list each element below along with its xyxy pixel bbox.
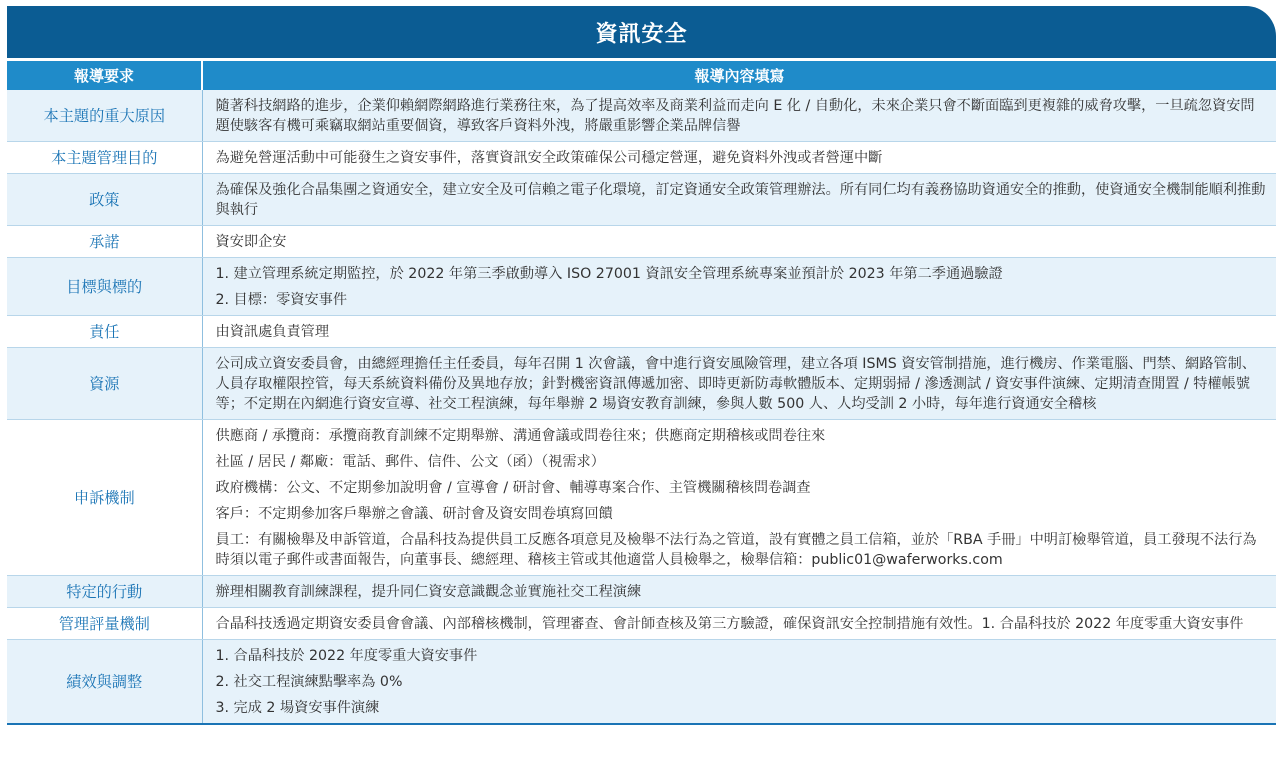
content-line: 1. 建立管理系統定期監控，於 2022 年第三季啟動導入 ISO 27001 資訊安全管理系統專案並預計於 2023 年第二季通過驗證 <box>215 266 1003 282</box>
row-content <box>202 90 1276 142</box>
table-row <box>7 316 1276 348</box>
content-line: 員工：有關檢舉及申訴管道，合晶科技為提供員工反應各項意見及檢舉不法行為之管道，設有實體之員工信箱，並於「RBA 手冊」中明訂檢舉管道，員工發現不法行為時須以電子郵件或書面報告，向董事長、總經理、稽核主管或其他適當人員檢舉之，檢舉信箱：public01@waferworks.com <box>215 532 1257 568</box>
content-line: 為確保及強化合晶集團之資通安全，建立安全及可信賴之電子化環境，訂定資通安全政策管理辦法。所有同仁均有義務協助資通安全的推動，使資通安全機制能順利推動與執行 <box>215 182 1266 218</box>
table-row <box>7 576 1276 608</box>
table-row <box>7 608 1276 640</box>
row-label: 政策 <box>7 174 202 226</box>
content-line: 供應商 / 承攬商：承攬商教育訓練不定期舉辦、溝通會議或問卷往來；供應商定期稽核或問卷往來 <box>215 428 826 444</box>
row-content <box>202 348 1276 420</box>
content-line: 2. 社交工程演練點擊率為 0% <box>215 674 403 690</box>
row-label: 目標與標的 <box>7 258 202 316</box>
row-label: 特定的行動 <box>7 576 202 608</box>
table-row <box>7 174 1276 226</box>
content-line: 客戶：不定期參加客戶舉辦之會議、研討會及資安問卷填寫回饋 <box>215 506 613 522</box>
content-line: 合晶科技透過定期資安委員會會議、內部稽核機制，管理審查、會計師查核及第三方驗證，確保資訊安全控制措施有效性。1. 合晶科技於 2022 年度零重大資安事件 <box>215 616 1244 632</box>
row-content <box>202 640 1276 725</box>
row-content <box>202 174 1276 226</box>
content-line: 由資訊處負責管理 <box>215 324 330 340</box>
row-label: 申訴機制 <box>7 420 202 576</box>
table-body <box>7 90 1276 724</box>
row-content <box>202 142 1276 174</box>
table-row <box>7 420 1276 576</box>
content-line: 2. 目標：零資安事件 <box>215 292 348 308</box>
table-header-row <box>7 61 1276 90</box>
row-label: 績效與調整 <box>7 640 202 725</box>
row-content <box>202 258 1276 316</box>
row-label: 本主題管理目的 <box>7 142 202 174</box>
table-row <box>7 640 1276 725</box>
row-label: 資源 <box>7 348 202 420</box>
row-label: 本主題的重大原因 <box>7 90 202 142</box>
page-title: 資訊安全 <box>7 6 1276 58</box>
content-line: 辦理相關教育訓練課程，提升同仁資安意識觀念並實施社交工程演練 <box>215 584 642 600</box>
table-row <box>7 90 1276 142</box>
row-content <box>202 226 1276 258</box>
table-row <box>7 258 1276 316</box>
row-content <box>202 576 1276 608</box>
content-line: 公司成立資安委員會，由總經理擔任主任委員，每年召開 1 次會議，會中進行資安風險管理，建立各項 ISMS 資安管制措施，進行機房、作業電腦、門禁、網路管制、人員存取權限控管，每天系統資料備份及異地存放；針對機密資訊傳遞加密、即時更新防毒軟體版本、定期弱掃 / 滲透測試 / 資安事件演練、定期清查閒置 / 特權帳號等；不定期在內網進行資安宣導、社交工程演練，每年舉辦 2 場資安教育訓練，參與人數 500 人、人均受訓 2 小時，每年進行資通安全稽核 <box>215 356 1256 412</box>
table-row <box>7 142 1276 174</box>
row-label: 管理評量機制 <box>7 608 202 640</box>
content-line: 隨著科技網路的進步，企業仰賴網際網路進行業務往來，為了提高效率及商業利益而走向 E 化 / 自動化，未來企業只會不斷面臨到更複雜的威脅攻擊，一旦疏忽資安問題使駭客有機可乘竊取網站重要個資，導致客戶資料外洩，將嚴重影響企業品牌信譽 <box>215 98 1255 134</box>
row-content <box>202 420 1276 576</box>
content-line: 社區 / 居民 / 鄰廠：電話、郵件、信件、公文（函）（視需求） <box>215 454 605 470</box>
row-label: 承諾 <box>7 226 202 258</box>
content-line: 1. 合晶科技於 2022 年度零重大資安事件 <box>215 648 478 664</box>
report-table <box>7 61 1276 725</box>
report-card <box>7 6 1276 725</box>
content-line: 資安即企安 <box>215 234 287 250</box>
row-content <box>202 608 1276 640</box>
column-header-content: 報導內容填寫 <box>202 61 1276 90</box>
content-line: 為避免營運活動中可能發生之資安事件，落實資訊安全政策確保公司穩定營運，避免資料外洩或者營運中斷 <box>215 150 883 166</box>
row-content <box>202 316 1276 348</box>
table-row <box>7 226 1276 258</box>
table-row <box>7 348 1276 420</box>
column-header-requirement: 報導要求 <box>7 61 202 90</box>
row-label: 責任 <box>7 316 202 348</box>
content-line: 政府機構：公文、不定期參加說明會 / 宣導會 / 研討會、輔導專案合作、主管機關稽核問卷調查 <box>215 480 811 496</box>
content-line: 3. 完成 2 場資安事件演練 <box>215 700 380 716</box>
